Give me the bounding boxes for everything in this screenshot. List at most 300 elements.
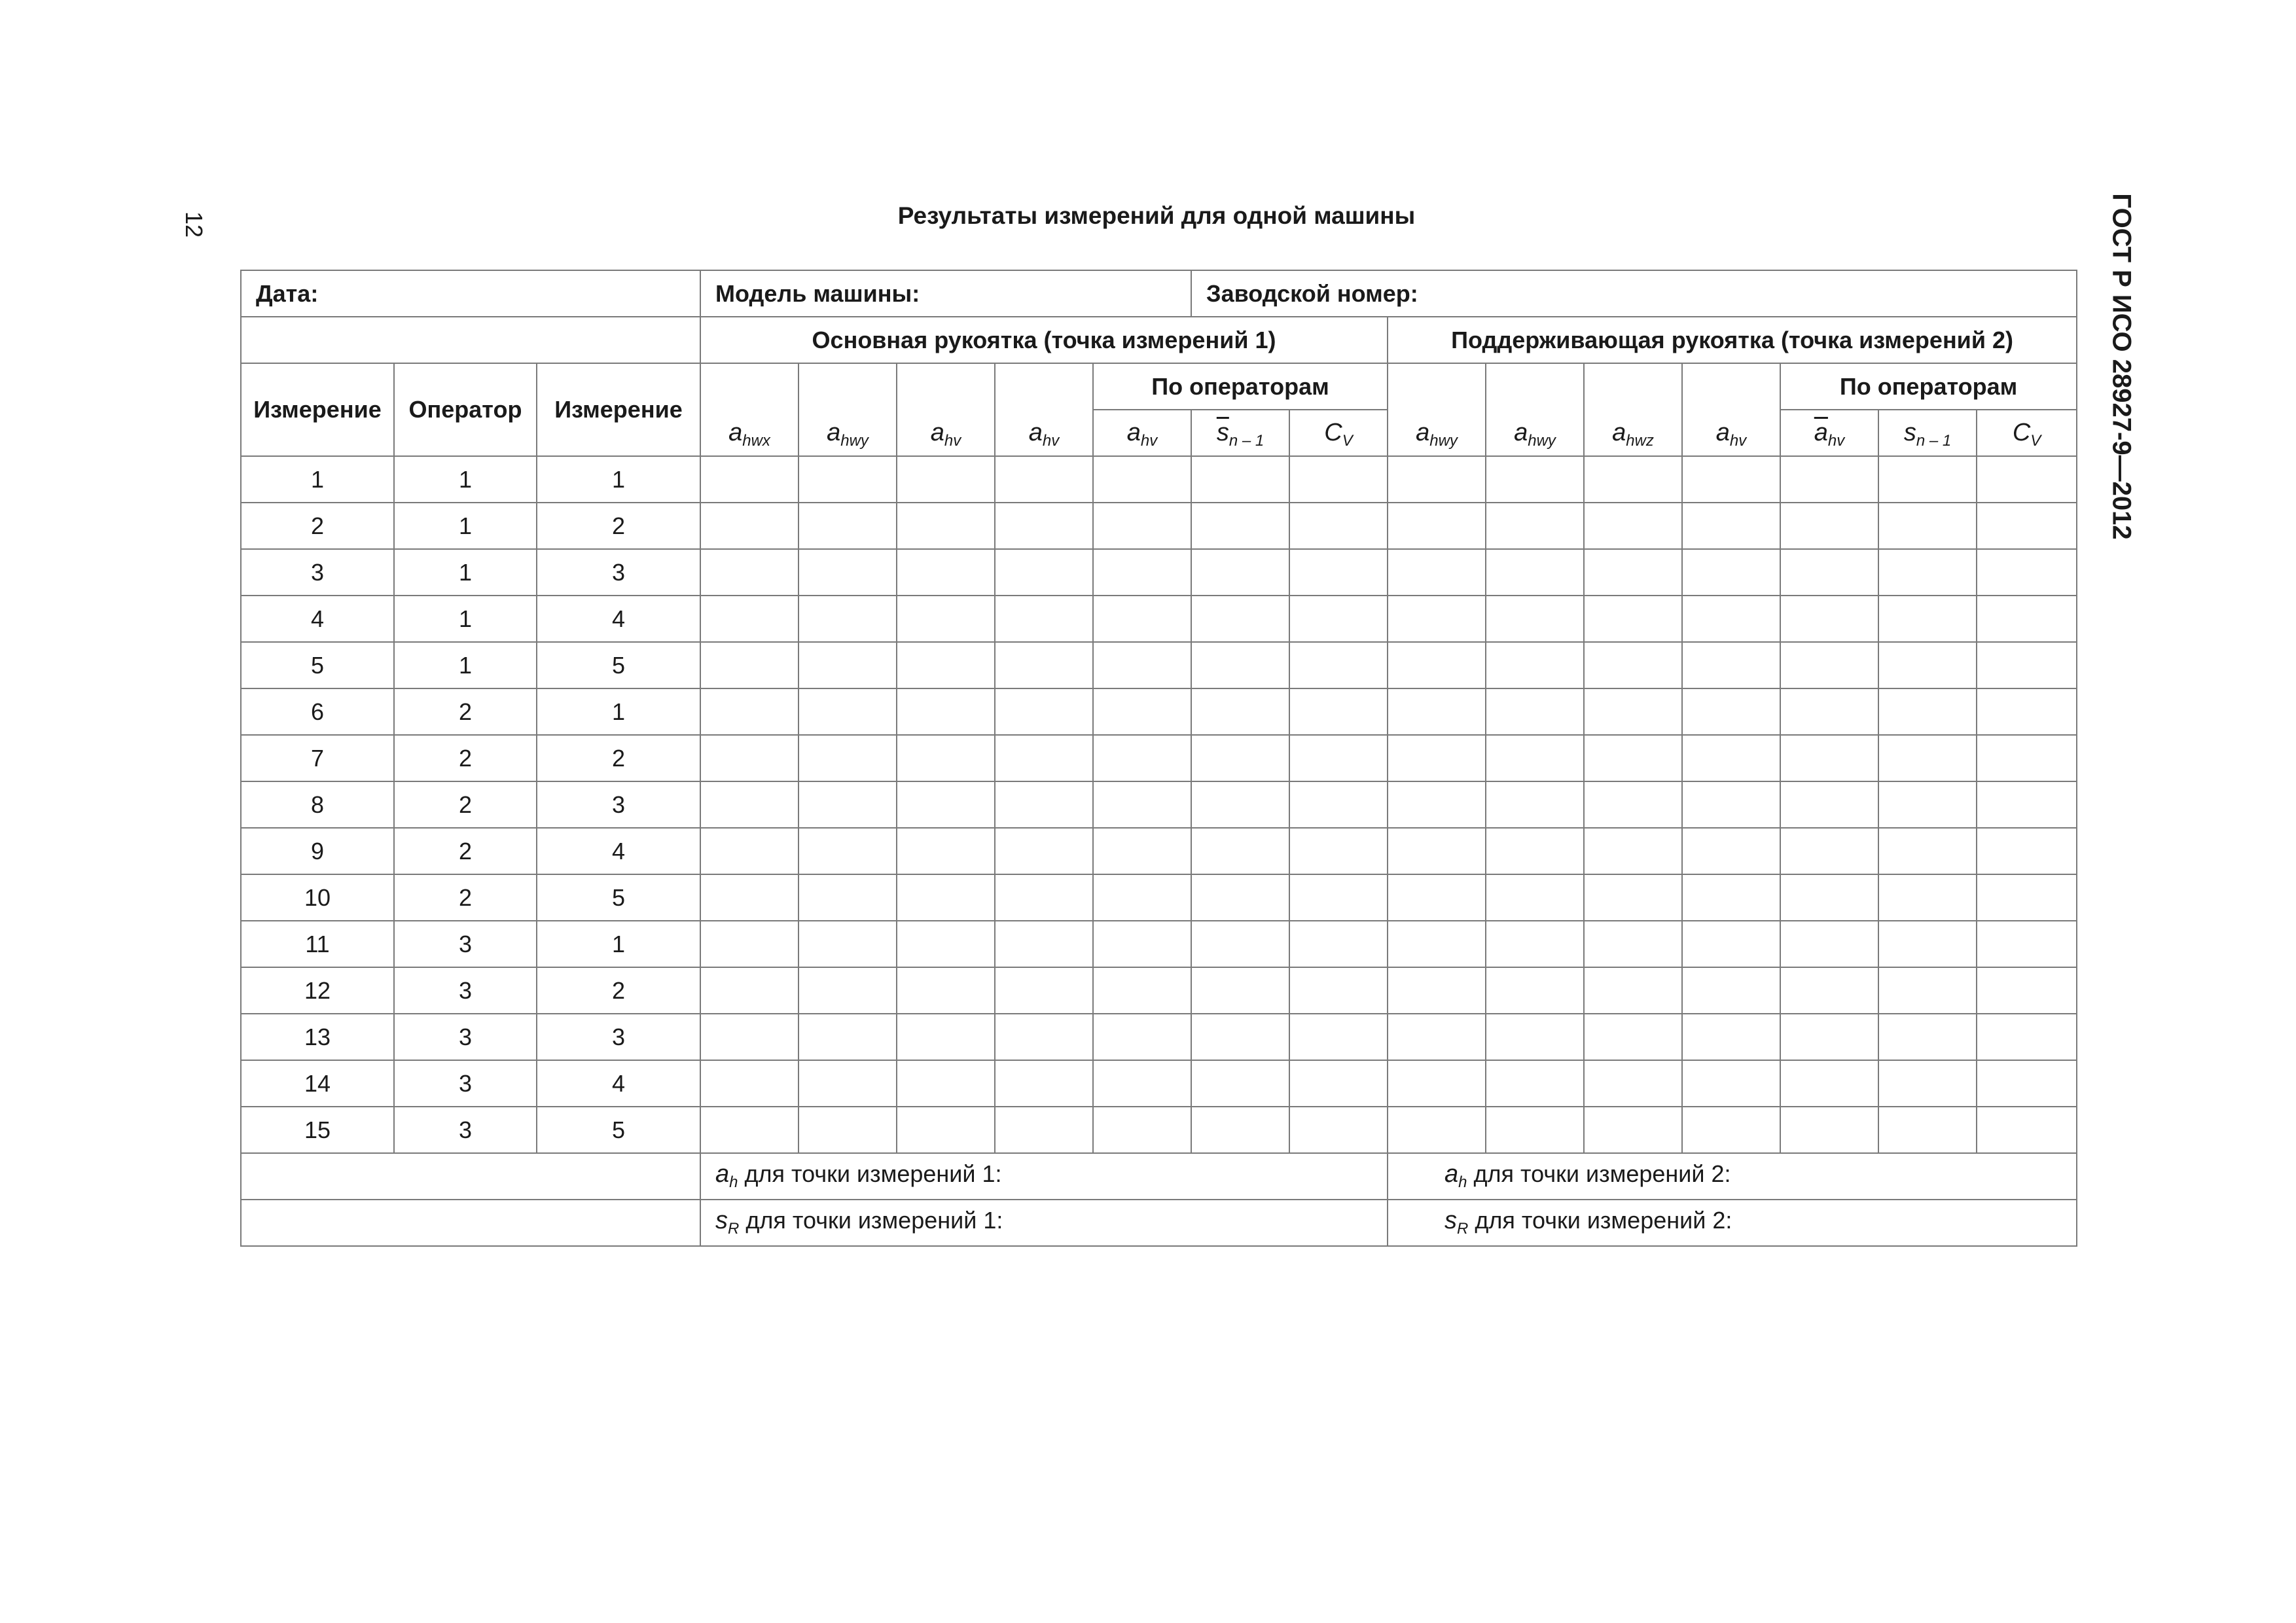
p2-subscript-7: V <box>2030 432 2041 450</box>
value-cell[interactable] <box>1977 874 2077 921</box>
value-cell[interactable] <box>1780 549 1878 596</box>
value-cell[interactable] <box>897 596 995 642</box>
value-cell[interactable] <box>1584 503 1682 549</box>
value-cell[interactable] <box>1977 503 2077 549</box>
value-cell[interactable] <box>995 596 1093 642</box>
row-operator: 1 <box>394 503 537 549</box>
value-cell[interactable] <box>897 456 995 503</box>
value-cell[interactable] <box>897 921 995 967</box>
value-cell[interactable] <box>995 1060 1093 1107</box>
value-cell[interactable] <box>1780 1014 1878 1060</box>
results-table <box>240 270 2077 1247</box>
value-cell[interactable] <box>1388 1107 1486 1153</box>
value-cell[interactable] <box>1191 456 1289 503</box>
p2-by-operators: По операторам <box>1780 363 2077 410</box>
value-cell[interactable] <box>1486 1014 1584 1060</box>
row-operator: 1 <box>394 642 537 688</box>
value-cell[interactable] <box>897 688 995 735</box>
value-cell[interactable] <box>1584 549 1682 596</box>
p2-col-1 <box>1388 363 1486 456</box>
value-cell[interactable] <box>798 874 897 921</box>
value-cell[interactable] <box>1682 688 1780 735</box>
p2-subscript-1: hwy <box>1429 432 1458 450</box>
value-cell[interactable] <box>1977 596 2077 642</box>
value-cell[interactable] <box>897 1107 995 1153</box>
value-cell[interactable] <box>700 921 798 967</box>
value-cell[interactable] <box>897 1014 995 1060</box>
value-cell[interactable] <box>1780 642 1878 688</box>
value-cell[interactable] <box>1388 735 1486 781</box>
value-cell[interactable] <box>1486 1060 1584 1107</box>
value-cell[interactable] <box>995 1107 1093 1153</box>
value-cell[interactable] <box>1388 503 1486 549</box>
row-operator: 3 <box>394 1060 537 1107</box>
p2-symbol-5: $\overline{a}$ <box>1814 418 1828 446</box>
value-cell[interactable] <box>1878 921 1977 967</box>
model-field[interactable]: Модель машины: <box>700 270 1191 317</box>
value-cell[interactable] <box>1780 596 1878 642</box>
value-cell[interactable] <box>1682 642 1780 688</box>
value-cell[interactable] <box>995 967 1093 1014</box>
value-cell[interactable] <box>1191 874 1289 921</box>
value-cell[interactable] <box>1486 1107 1584 1153</box>
row-operator: 2 <box>394 735 537 781</box>
value-cell[interactable] <box>1682 781 1780 828</box>
value-cell[interactable] <box>1780 456 1878 503</box>
value-cell[interactable] <box>798 1107 897 1153</box>
p2-col-4 <box>1682 363 1780 456</box>
value-cell[interactable] <box>1388 828 1486 874</box>
value-cell[interactable] <box>1093 735 1191 781</box>
value-cell[interactable] <box>1486 456 1584 503</box>
p1-subscript-2: hwy <box>840 432 869 450</box>
ah-subscript-2: h <box>1458 1173 1467 1192</box>
value-cell[interactable] <box>1191 1060 1289 1107</box>
value-cell[interactable] <box>1289 1014 1388 1060</box>
value-cell[interactable] <box>1584 1060 1682 1107</box>
p2-symbol-6: s <box>1903 418 1916 446</box>
row-measurement: 10 <box>241 874 394 921</box>
value-cell[interactable] <box>897 874 995 921</box>
value-cell[interactable] <box>1780 735 1878 781</box>
value-cell[interactable] <box>1093 828 1191 874</box>
p1-subscript-7: V <box>1342 432 1353 450</box>
value-cell[interactable] <box>700 828 798 874</box>
value-cell[interactable] <box>1191 735 1289 781</box>
ah-point2-field[interactable] <box>1388 1153 2077 1200</box>
value-cell[interactable] <box>1191 828 1289 874</box>
value-cell[interactable] <box>1093 967 1191 1014</box>
value-cell[interactable] <box>995 549 1093 596</box>
table-row <box>241 1107 2077 1153</box>
value-cell[interactable] <box>1977 828 2077 874</box>
value-cell[interactable] <box>1584 1107 1682 1153</box>
value-cell[interactable] <box>1878 781 1977 828</box>
value-cell[interactable] <box>1780 874 1878 921</box>
value-cell[interactable] <box>1584 921 1682 967</box>
sr-point2-field[interactable] <box>1388 1200 2077 1246</box>
value-cell[interactable] <box>1682 549 1780 596</box>
value-cell[interactable] <box>1486 921 1584 967</box>
value-cell[interactable] <box>700 1014 798 1060</box>
value-cell[interactable] <box>1780 688 1878 735</box>
value-cell[interactable] <box>700 1060 798 1107</box>
row-operator: 3 <box>394 921 537 967</box>
value-cell[interactable] <box>1093 642 1191 688</box>
value-cell[interactable] <box>1878 549 1977 596</box>
row-measurement: 1 <box>241 456 394 503</box>
sr-point1-field[interactable] <box>700 1200 1388 1246</box>
value-cell[interactable] <box>1584 874 1682 921</box>
value-cell[interactable] <box>1093 874 1191 921</box>
row-measurement: 4 <box>241 596 394 642</box>
value-cell[interactable] <box>1289 596 1388 642</box>
value-cell[interactable] <box>1388 688 1486 735</box>
value-cell[interactable] <box>1289 503 1388 549</box>
value-cell[interactable] <box>995 781 1093 828</box>
value-cell[interactable] <box>798 921 897 967</box>
value-cell[interactable] <box>1289 828 1388 874</box>
value-cell[interactable] <box>1780 503 1878 549</box>
value-cell[interactable] <box>700 549 798 596</box>
value-cell[interactable] <box>897 1060 995 1107</box>
value-cell[interactable] <box>897 549 995 596</box>
value-cell[interactable] <box>1977 967 2077 1014</box>
header-row-identity <box>241 270 2077 317</box>
table-row <box>241 642 2077 688</box>
p2-subscript-3: hwz <box>1626 432 1654 450</box>
ah-point1-field[interactable] <box>700 1153 1388 1200</box>
row-operator: 3 <box>394 967 537 1014</box>
value-cell[interactable] <box>1191 642 1289 688</box>
table-row <box>241 688 2077 735</box>
value-cell[interactable] <box>1388 1060 1486 1107</box>
value-cell[interactable] <box>1977 1060 2077 1107</box>
value-cell[interactable] <box>700 1107 798 1153</box>
value-cell[interactable] <box>1093 456 1191 503</box>
p1-symbol-2: a <box>827 418 841 446</box>
value-cell[interactable] <box>798 456 897 503</box>
value-cell[interactable] <box>1486 688 1584 735</box>
value-cell[interactable] <box>1584 1014 1682 1060</box>
value-cell[interactable] <box>1780 1107 1878 1153</box>
value-cell[interactable] <box>897 967 995 1014</box>
p2-symbol-1: a <box>1416 418 1430 446</box>
value-cell[interactable] <box>1486 874 1584 921</box>
p1-by-operators: По операторам <box>1093 363 1388 410</box>
value-cell[interactable] <box>1977 735 2077 781</box>
value-cell[interactable] <box>1977 456 2077 503</box>
row-measurement: 15 <box>241 1107 394 1153</box>
row-measurement-2: 4 <box>537 1060 700 1107</box>
value-cell[interactable] <box>1682 503 1780 549</box>
value-cell[interactable] <box>1388 874 1486 921</box>
value-cell[interactable] <box>1093 688 1191 735</box>
value-cell[interactable] <box>1584 688 1682 735</box>
document-id: ГОСТ Р ИСО 28927-9—2012 <box>2107 193 2136 540</box>
value-cell[interactable] <box>995 503 1093 549</box>
value-cell[interactable] <box>700 503 798 549</box>
value-cell[interactable] <box>1289 1107 1388 1153</box>
value-cell[interactable] <box>1093 921 1191 967</box>
value-cell[interactable] <box>897 735 995 781</box>
value-cell[interactable] <box>1486 503 1584 549</box>
value-cell[interactable] <box>1191 1107 1289 1153</box>
value-cell[interactable] <box>1977 549 2077 596</box>
p1-col-2 <box>798 363 897 456</box>
table-row <box>241 828 2077 874</box>
row-operator: 2 <box>394 828 537 874</box>
value-cell[interactable] <box>1878 1060 1977 1107</box>
p1-subscript-5: hv <box>1140 432 1158 450</box>
row-measurement-2: 5 <box>537 1107 700 1153</box>
value-cell[interactable] <box>700 596 798 642</box>
header-row-groups <box>241 317 2077 363</box>
sr-symbol-2: s <box>1444 1207 1458 1235</box>
value-cell[interactable] <box>798 735 897 781</box>
value-cell[interactable] <box>1093 596 1191 642</box>
value-cell[interactable] <box>1289 642 1388 688</box>
value-cell[interactable] <box>995 1014 1093 1060</box>
value-cell[interactable] <box>995 642 1093 688</box>
value-cell[interactable] <box>1977 688 2077 735</box>
p1-col-3 <box>897 363 995 456</box>
value-cell[interactable] <box>1584 456 1682 503</box>
value-cell[interactable] <box>1093 781 1191 828</box>
value-cell[interactable] <box>1093 1107 1191 1153</box>
value-cell[interactable] <box>1584 967 1682 1014</box>
sr-point2-label: для точки измерений 2: <box>1475 1207 1732 1234</box>
value-cell[interactable] <box>1388 549 1486 596</box>
p1-col-1 <box>700 363 798 456</box>
row-measurement: 13 <box>241 1014 394 1060</box>
value-cell[interactable] <box>1388 967 1486 1014</box>
value-cell[interactable] <box>1289 967 1388 1014</box>
value-cell[interactable] <box>798 642 897 688</box>
value-cell[interactable] <box>798 1014 897 1060</box>
value-cell[interactable] <box>1289 456 1388 503</box>
footer-row-sr <box>241 1200 2077 1246</box>
value-cell[interactable] <box>1486 967 1584 1014</box>
sr-symbol-1: s <box>715 1207 728 1235</box>
value-cell[interactable] <box>1878 874 1977 921</box>
value-cell[interactable] <box>1780 921 1878 967</box>
table-row <box>241 735 2077 781</box>
value-cell[interactable] <box>700 967 798 1014</box>
value-cell[interactable] <box>1878 596 1977 642</box>
value-cell[interactable] <box>1878 1107 1977 1153</box>
value-cell[interactable] <box>995 874 1093 921</box>
value-cell[interactable] <box>897 781 995 828</box>
value-cell[interactable] <box>1388 921 1486 967</box>
value-cell[interactable] <box>897 503 995 549</box>
row-measurement-2: 2 <box>537 735 700 781</box>
value-cell[interactable] <box>1584 596 1682 642</box>
p1-symbol-5: a <box>1126 418 1141 446</box>
row-measurement-2: 1 <box>537 921 700 967</box>
value-cell[interactable] <box>1289 735 1388 781</box>
value-cell[interactable] <box>1878 828 1977 874</box>
value-cell[interactable] <box>1682 456 1780 503</box>
value-cell[interactable] <box>1093 549 1191 596</box>
value-cell[interactable] <box>1191 921 1289 967</box>
row-measurement: 7 <box>241 735 394 781</box>
value-cell[interactable] <box>1682 735 1780 781</box>
value-cell[interactable] <box>1878 456 1977 503</box>
value-cell[interactable] <box>1486 596 1584 642</box>
value-cell[interactable] <box>995 828 1093 874</box>
value-cell[interactable] <box>1388 596 1486 642</box>
value-cell[interactable] <box>1878 503 1977 549</box>
value-cell[interactable] <box>1584 642 1682 688</box>
value-cell[interactable] <box>995 688 1093 735</box>
value-cell[interactable] <box>1388 781 1486 828</box>
p2-col-7 <box>1977 410 2077 456</box>
value-cell[interactable] <box>1682 596 1780 642</box>
value-cell[interactable] <box>700 735 798 781</box>
value-cell[interactable] <box>798 1060 897 1107</box>
value-cell[interactable] <box>1191 549 1289 596</box>
value-cell[interactable] <box>1780 781 1878 828</box>
value-cell[interactable] <box>1682 1107 1780 1153</box>
value-cell[interactable] <box>1191 688 1289 735</box>
value-cell[interactable] <box>1682 1014 1780 1060</box>
date-field[interactable]: Дата: <box>241 270 700 317</box>
table-row <box>241 1014 2077 1060</box>
value-cell[interactable] <box>1289 688 1388 735</box>
col-measurement: Измерение <box>241 363 394 456</box>
value-cell[interactable] <box>798 781 897 828</box>
value-cell[interactable] <box>700 642 798 688</box>
value-cell[interactable] <box>1486 828 1584 874</box>
value-cell[interactable] <box>798 688 897 735</box>
value-cell[interactable] <box>1682 921 1780 967</box>
value-cell[interactable] <box>700 781 798 828</box>
p2-col-5 <box>1780 410 1878 456</box>
value-cell[interactable] <box>1289 549 1388 596</box>
value-cell[interactable] <box>1289 921 1388 967</box>
value-cell[interactable] <box>1388 642 1486 688</box>
value-cell[interactable] <box>798 549 897 596</box>
row-operator: 1 <box>394 456 537 503</box>
value-cell[interactable] <box>1780 828 1878 874</box>
value-cell[interactable] <box>1093 1060 1191 1107</box>
value-cell[interactable] <box>1584 735 1682 781</box>
value-cell[interactable] <box>1191 596 1289 642</box>
footer-empty-sr <box>241 1200 700 1246</box>
group-support-handle: Поддерживающая рукоятка (точка измерений 2) <box>1388 317 2077 363</box>
row-measurement-2: 3 <box>537 781 700 828</box>
value-cell[interactable] <box>700 456 798 503</box>
value-cell[interactable] <box>798 596 897 642</box>
value-cell[interactable] <box>1191 1014 1289 1060</box>
value-cell[interactable] <box>1780 1060 1878 1107</box>
value-cell[interactable] <box>1093 503 1191 549</box>
value-cell[interactable] <box>1977 921 2077 967</box>
p1-col-6 <box>1191 410 1289 456</box>
value-cell[interactable] <box>1191 781 1289 828</box>
value-cell[interactable] <box>1878 642 1977 688</box>
p2-col-2 <box>1486 363 1584 456</box>
value-cell[interactable] <box>1584 781 1682 828</box>
value-cell[interactable] <box>1486 735 1584 781</box>
p1-subscript-6: n – 1 <box>1229 432 1265 450</box>
value-cell[interactable] <box>1289 874 1388 921</box>
p2-col-6 <box>1878 410 1977 456</box>
value-cell[interactable] <box>1682 874 1780 921</box>
value-cell[interactable] <box>1289 781 1388 828</box>
page-number: 12 <box>181 211 208 238</box>
row-measurement-2: 2 <box>537 967 700 1014</box>
value-cell[interactable] <box>1682 828 1780 874</box>
row-operator: 1 <box>394 549 537 596</box>
value-cell[interactable] <box>1486 549 1584 596</box>
row-measurement-2: 1 <box>537 456 700 503</box>
p1-symbol-6: $\overline{s}$ <box>1216 418 1229 446</box>
value-cell[interactable] <box>1584 828 1682 874</box>
value-cell[interactable] <box>1486 642 1584 688</box>
value-cell[interactable] <box>1486 781 1584 828</box>
value-cell[interactable] <box>1289 1060 1388 1107</box>
p1-symbol-3: a <box>930 418 944 446</box>
value-cell[interactable] <box>1388 1014 1486 1060</box>
ah-symbol-1: a <box>715 1160 730 1188</box>
row-operator: 2 <box>394 688 537 735</box>
value-cell[interactable] <box>1191 503 1289 549</box>
value-cell[interactable] <box>1977 1107 2077 1153</box>
value-cell[interactable] <box>1093 1014 1191 1060</box>
value-cell[interactable] <box>897 642 995 688</box>
table-row <box>241 503 2077 549</box>
value-cell[interactable] <box>1878 688 1977 735</box>
row-measurement-2: 1 <box>537 688 700 735</box>
value-cell[interactable] <box>1191 967 1289 1014</box>
value-cell[interactable] <box>995 456 1093 503</box>
value-cell[interactable] <box>1878 1014 1977 1060</box>
value-cell[interactable] <box>1878 735 1977 781</box>
value-cell[interactable] <box>1977 1014 2077 1060</box>
row-measurement: 5 <box>241 642 394 688</box>
row-measurement: 9 <box>241 828 394 874</box>
value-cell[interactable] <box>1682 1060 1780 1107</box>
p2-symbol-7: C <box>2012 418 2031 446</box>
table-row <box>241 967 2077 1014</box>
value-cell[interactable] <box>798 828 897 874</box>
value-cell[interactable] <box>1682 967 1780 1014</box>
row-measurement-2: 4 <box>537 596 700 642</box>
value-cell[interactable] <box>995 921 1093 967</box>
value-cell[interactable] <box>798 503 897 549</box>
row-measurement: 3 <box>241 549 394 596</box>
row-operator: 3 <box>394 1014 537 1060</box>
row-measurement: 14 <box>241 1060 394 1107</box>
value-cell[interactable] <box>798 967 897 1014</box>
p1-subscript-3: hv <box>944 432 961 450</box>
value-cell[interactable] <box>1388 456 1486 503</box>
value-cell[interactable] <box>995 735 1093 781</box>
value-cell[interactable] <box>700 688 798 735</box>
row-measurement: 12 <box>241 967 394 1014</box>
p1-subscript-1: hwx <box>742 432 770 450</box>
row-measurement: 8 <box>241 781 394 828</box>
value-cell[interactable] <box>1977 781 2077 828</box>
value-cell[interactable] <box>1878 967 1977 1014</box>
serial-field[interactable]: Заводской номер: <box>1191 270 2077 317</box>
value-cell[interactable] <box>700 874 798 921</box>
value-cell[interactable] <box>1780 967 1878 1014</box>
value-cell[interactable] <box>897 828 995 874</box>
value-cell[interactable] <box>1977 642 2077 688</box>
